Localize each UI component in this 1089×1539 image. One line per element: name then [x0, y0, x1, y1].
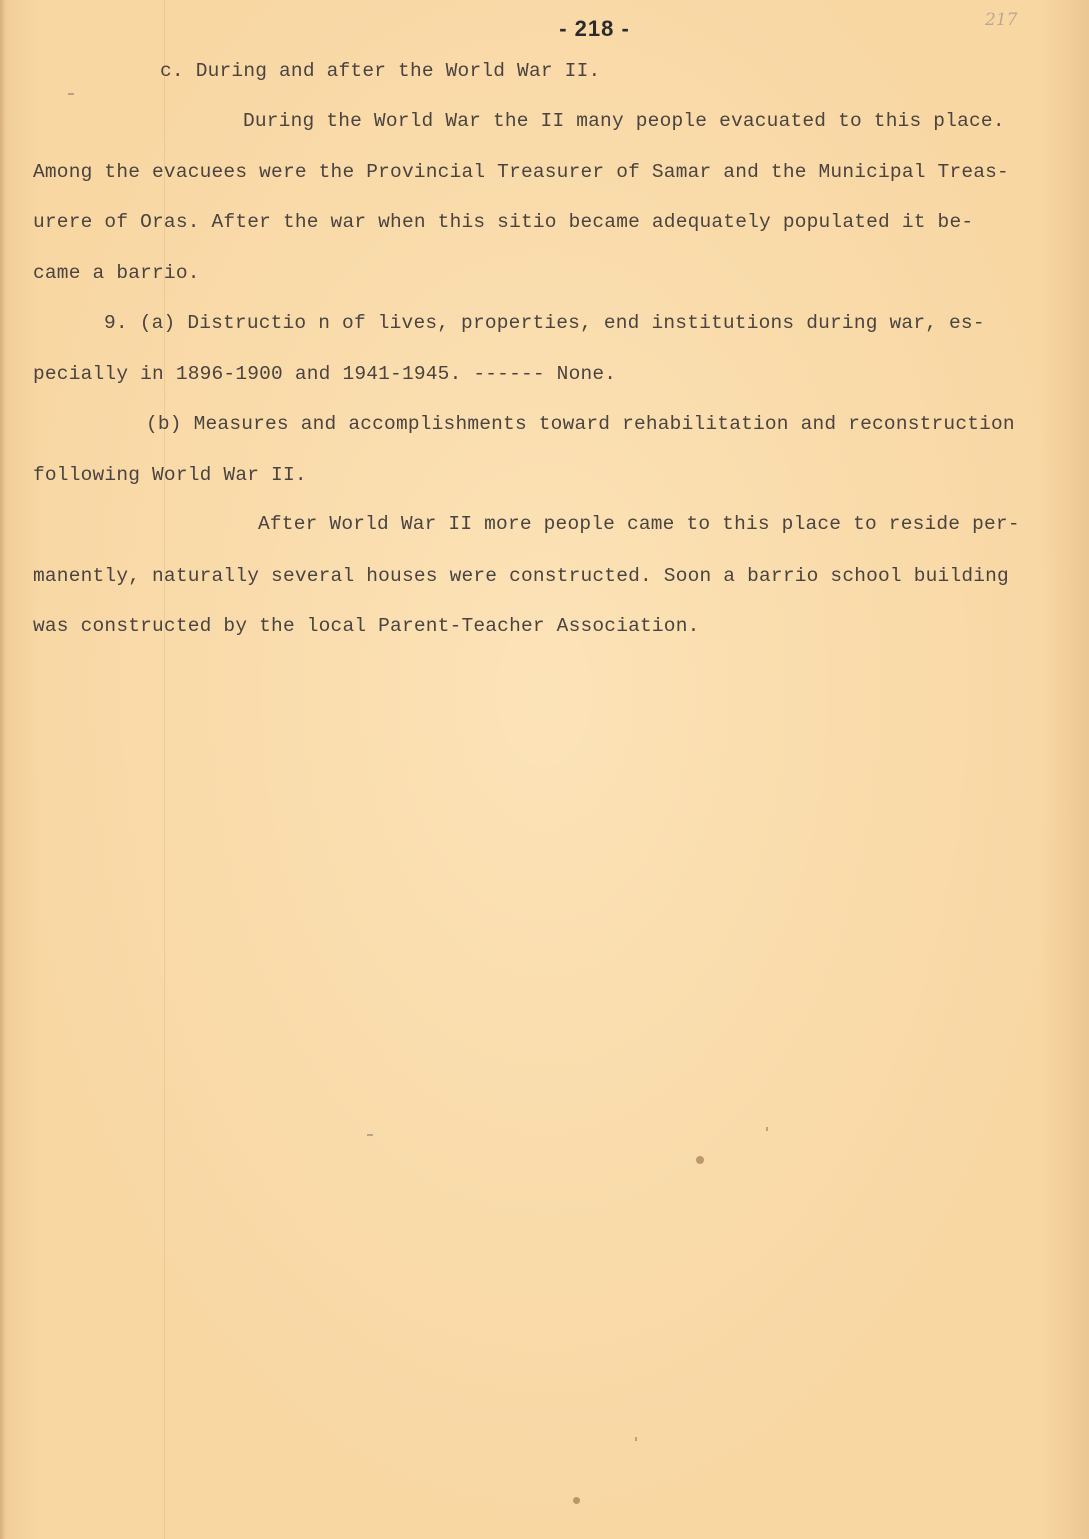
paragraph-line: manently, naturally several houses were constructed. Soon a barrio school building: [33, 565, 1009, 587]
paragraph-line: After World War II more people came to this place to reside per-: [258, 513, 1020, 535]
paper-mark: [766, 1127, 768, 1131]
paper-stain: [696, 1156, 704, 1164]
paper-mark: [68, 93, 74, 95]
section-heading-c: c. During and after the World War II.: [160, 60, 601, 82]
paragraph-line: urere of Oras. After the war when this sitio became adequately populated it be-: [33, 211, 974, 233]
paragraph-line: came a barrio.: [33, 262, 200, 284]
paragraph-line: Among the evacuees were the Provincial Treasurer of Samar and the Municipal Treas-: [33, 161, 1009, 183]
paper-mark: [367, 1134, 373, 1136]
page-edge-shadow: [0, 0, 6, 1539]
paper-stain: [573, 1497, 580, 1504]
item-9a-line: 9. (a) Distructio n of lives, properties, end institutions during war, es-: [104, 312, 985, 334]
page-number: - 218 -: [559, 16, 630, 41]
item-9b-heading: following World War II.: [33, 464, 307, 486]
item-9a-line: pecially in 1896-1900 and 1941-1945. ------ None.: [33, 363, 617, 385]
paragraph-line: During the World War the II many people evacuated to this place.: [243, 110, 1005, 132]
paragraph-line: was constructed by the local Parent-Teacher Association.: [33, 615, 700, 637]
paper-mark: [635, 1437, 637, 1441]
handwritten-corner-note: 217: [985, 10, 1018, 30]
item-9b-heading: (b) Measures and accomplishments toward rehabilitation and reconstruction: [146, 413, 1015, 435]
